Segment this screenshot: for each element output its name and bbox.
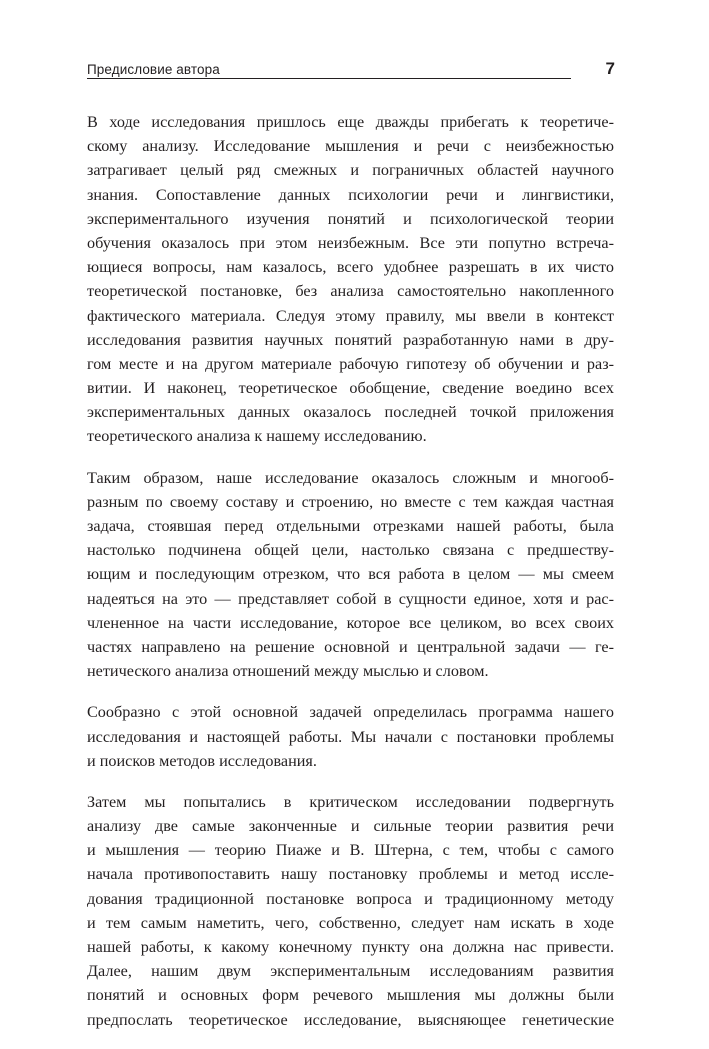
paragraph-4 bbox=[87, 790, 614, 1032]
text-line: исследования и настоящей работы. Мы начали с постановки проблемы bbox=[87, 727, 614, 746]
text-line: дования традиционной постановке вопроса и традиционному методу bbox=[87, 889, 614, 908]
text-line: ющиеся вопросы, нам казалось, всего удобнее разрешать в их чисто bbox=[87, 258, 614, 277]
running-header-title: Предисловие автора bbox=[87, 62, 220, 77]
text-line: В ходе исследования пришлось еще дважды прибегать к теоретиче- bbox=[87, 113, 614, 131]
text-line: начала противопоставить нашу постановку проблемы и метод иссле- bbox=[87, 865, 614, 884]
text-line: понятий и основных форм речевого мышления мы должны были bbox=[87, 986, 614, 1005]
text-line: обучения оказалось при этом неизбежным. Все эти попутно встреча- bbox=[87, 233, 614, 252]
paragraph-2 bbox=[87, 466, 614, 684]
page-number: 7 bbox=[605, 59, 615, 78]
text-line: исследования развития научных понятий разработанную нами в дру- bbox=[87, 330, 614, 349]
text-line: и поисков методов исследования. bbox=[87, 751, 317, 770]
text-line: знания. Сопоставление данных психологии речи и лингвистики, bbox=[87, 185, 614, 204]
text-line: фактического материала. Следуя этому правилу, мы ввели в контекст bbox=[87, 306, 614, 325]
running-header bbox=[87, 61, 615, 81]
text-line: частях направлено на решение основной и центральной задачи — ге- bbox=[87, 637, 614, 656]
header-rule bbox=[87, 78, 571, 79]
paragraph-3 bbox=[87, 700, 614, 773]
text-line: Затем мы попытались в критическом исследовании подвергнуть bbox=[87, 792, 614, 811]
text-line: Сообразно с этой основной задачей определилась программа нашего bbox=[87, 703, 614, 722]
text-line: предпослать теоретическое исследование, выясняющее генетические bbox=[87, 1010, 614, 1029]
text-line: надеяться на это — представляет собой в сущности единое, хотя и рас- bbox=[87, 589, 614, 608]
text-line: теоретического анализа к нашему исследованию. bbox=[87, 427, 427, 446]
text-line: Далее, нашим двум экспериментальным исследованиям развития bbox=[87, 962, 614, 981]
paragraph-1 bbox=[87, 110, 614, 449]
text-line: анализу две самые законченные и сильные теории развития речи bbox=[87, 817, 614, 836]
text-line: экспериментальных данных оказалось последней точкой приложения bbox=[87, 403, 614, 422]
text-line: нетического анализа отношений между мыслью и словом. bbox=[87, 662, 489, 681]
text-line: экспериментального изучения понятий и психологической теории bbox=[87, 209, 614, 228]
text-line: ющим и последующим отрезком, что вся работа в целом — мы смеем bbox=[87, 565, 614, 584]
text-line: скому анализу. Исследование мышления и речи с неизбежностью bbox=[87, 137, 614, 156]
text-line: затрагивает целый ряд смежных и пограничных областей научного bbox=[87, 161, 614, 180]
text-line: и мышления — теорию Пиаже и В. Штерна, с тем, чтобы с самого bbox=[87, 841, 614, 860]
text-line: члененное на части исследование, которое все целиком, во всех своих bbox=[87, 613, 614, 632]
text-line: нашей работы, к какому конечному пункту она должна нас привести. bbox=[87, 938, 614, 956]
text-line: Таким образом, наше исследование оказалось сложным и многооб- bbox=[87, 468, 614, 487]
text-line: гом месте и на другом материале рабочую гипотезу об обучении и раз- bbox=[87, 354, 614, 373]
text-line: разным по своему составу и строению, но вместе с тем каждая частная bbox=[87, 492, 614, 511]
text-line: задача, стоявшая перед отдельными отрезками нашей работы, была bbox=[87, 517, 614, 535]
text-line: теоретической постановке, без анализа самостоятельно накопленного bbox=[87, 282, 614, 301]
text-line: витии. И наконец, теоретическое обобщение, сведение воедино всех bbox=[87, 379, 614, 398]
text-line: и тем самым наметить, чего, собственно, следует нам искать в ходе bbox=[87, 913, 614, 932]
text-line: настолько подчинена общей цели, настолько связана с предшеству- bbox=[87, 541, 614, 560]
body-text bbox=[87, 110, 614, 1049]
